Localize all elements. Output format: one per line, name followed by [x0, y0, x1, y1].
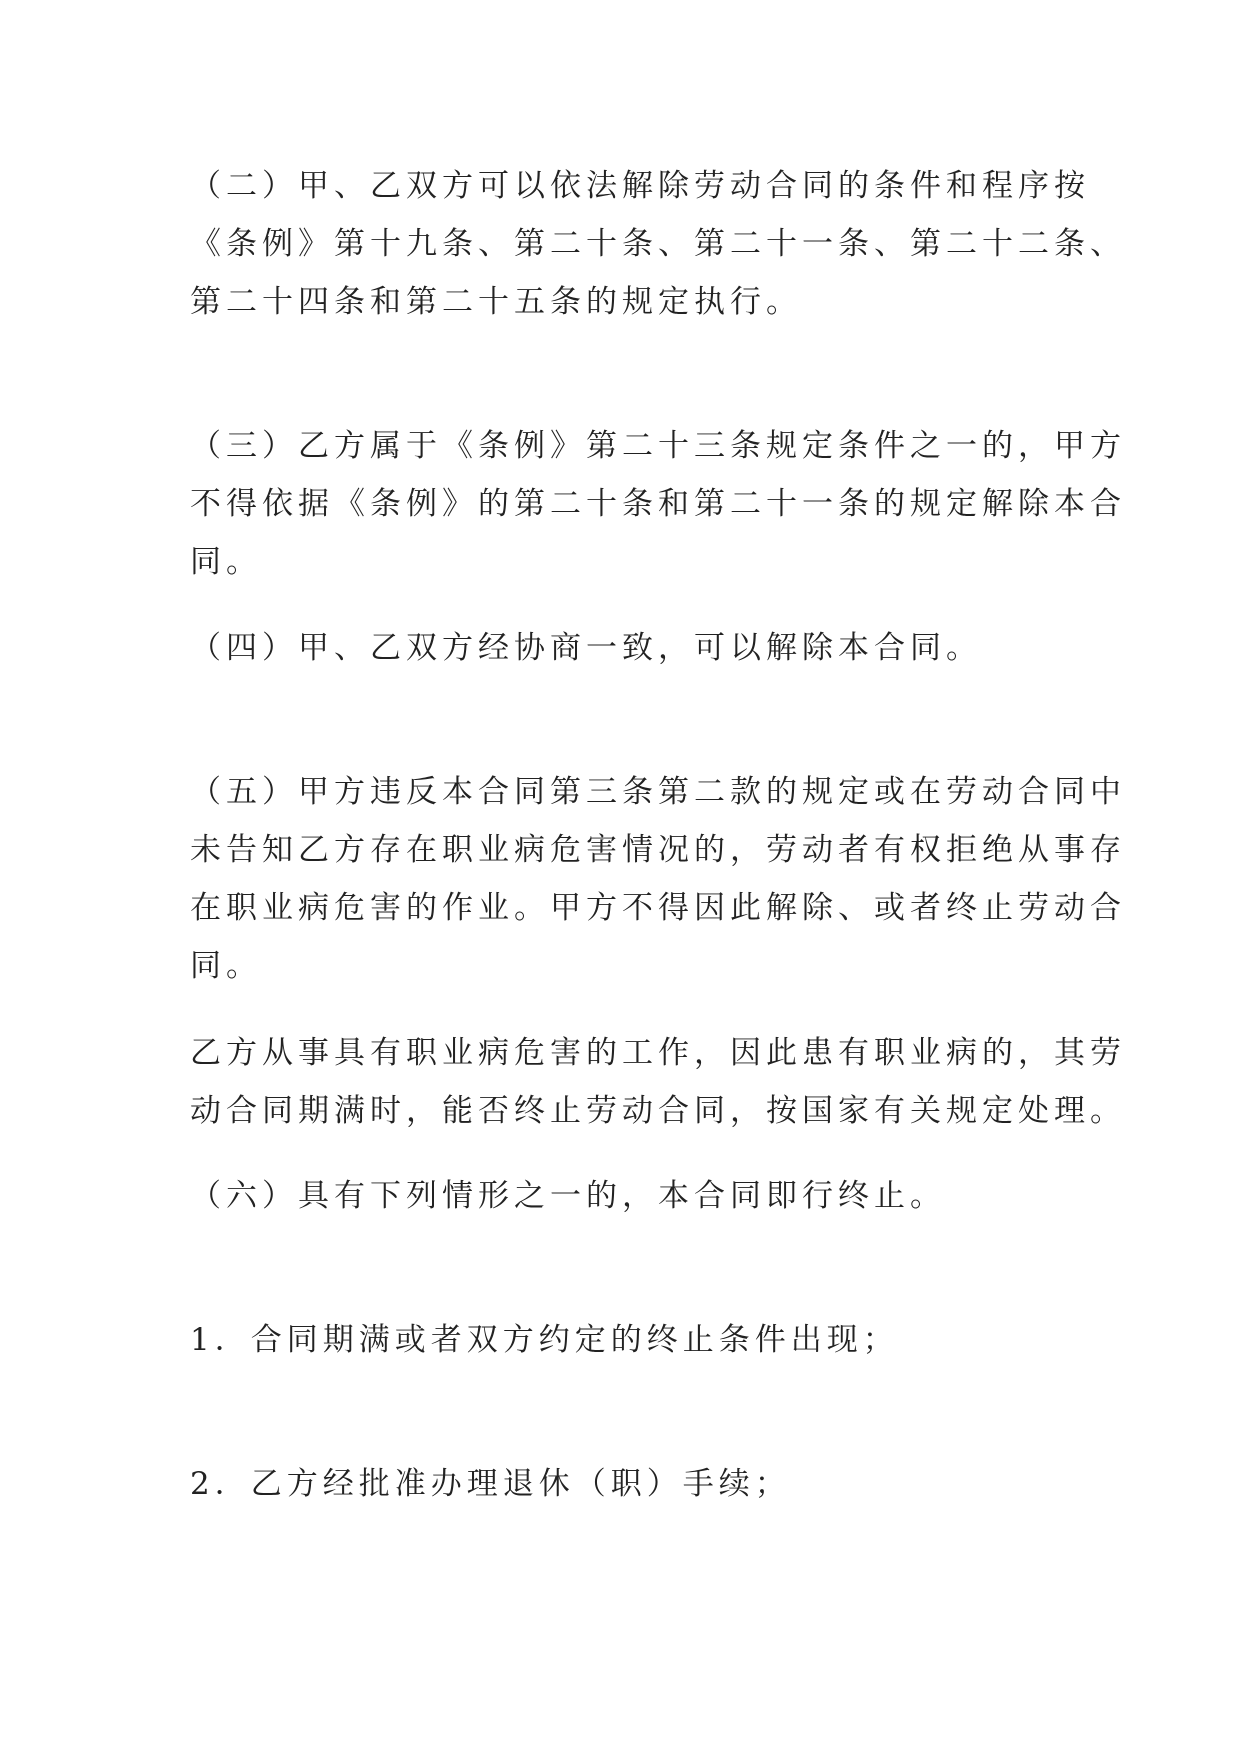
paragraph-line: 《条例》第十九条、第二十条、第二十一条、第二十二条、	[190, 226, 1126, 262]
paragraph-line: 乙方从事具有职业病危害的工作，因此患有职业病的，其劳	[190, 1035, 1126, 1071]
occupational-disease-paragraph	[190, 1024, 1126, 1140]
paragraph-line: 同。	[190, 544, 262, 580]
clause-3-paragraph	[190, 417, 1126, 591]
list-item-2	[190, 1455, 1070, 1513]
clause-2-paragraph	[190, 157, 1126, 331]
paragraph-line: （三）乙方属于《条例》第二十三条规定条件之一的，甲方	[190, 428, 1126, 464]
paragraph-line: （五）甲方违反本合同第三条第二款的规定或在劳动合同中	[190, 774, 1126, 810]
paragraph-line: 同。	[190, 948, 262, 984]
clause-6-paragraph	[190, 1167, 1070, 1225]
paragraph-line: 在职业病危害的作业。甲方不得因此解除、或者终止劳动合	[190, 890, 1126, 926]
paragraph-line: 动合同期满时，能否终止劳动合同，按国家有关规定处理。	[190, 1093, 1126, 1129]
list-item-1	[190, 1311, 1070, 1369]
paragraph-line: （二）甲、乙双方可以依法解除劳动合同的条件和程序按	[190, 168, 1090, 204]
clause-5-paragraph	[190, 763, 1126, 995]
paragraph-line: 不得依据《条例》的第二十条和第二十一条的规定解除本合	[190, 486, 1126, 522]
paragraph-line: （六）具有下列情形之一的，本合同即行终止。	[190, 1178, 946, 1214]
paragraph-line: （四）甲、乙双方经协商一致，可以解除本合同。	[190, 630, 982, 666]
clause-4-paragraph	[190, 619, 1070, 677]
paragraph-line: 1．合同期满或者双方约定的终止条件出现；	[190, 1322, 899, 1358]
paragraph-line: 第二十四条和第二十五条的规定执行。	[190, 284, 802, 320]
paragraph-line: 未告知乙方存在职业病危害情况的，劳动者有权拒绝从事存	[190, 832, 1126, 868]
paragraph-line: 2．乙方经批准办理退休（职）手续；	[190, 1466, 791, 1502]
